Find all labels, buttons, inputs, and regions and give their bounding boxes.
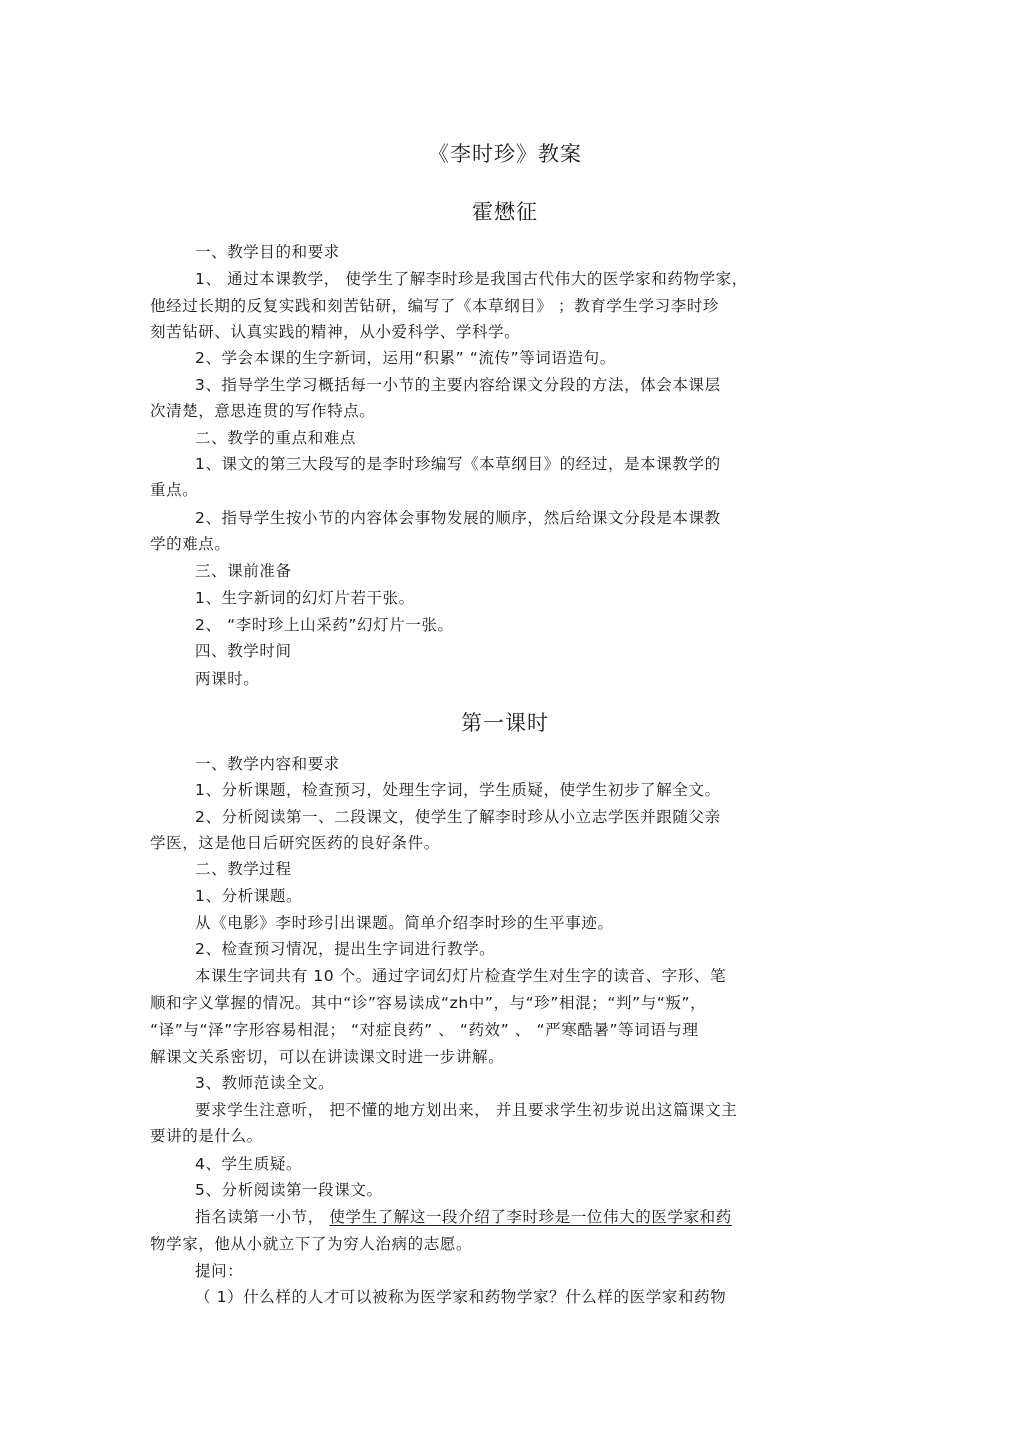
- paragraph-line: 2、 “李时珍上山采药”幻灯片一张。: [195, 616, 454, 634]
- paragraph-line: 学医，这是他日后研究医药的良好条件。: [150, 834, 440, 852]
- paragraph-line: 学的难点。: [150, 535, 231, 553]
- paragraph-line: 3、指导学生学习概括每一小节的主要内容给课文分段的方法，体会本课层: [195, 376, 721, 394]
- paragraph-line: 1、生字新词的幻灯片若干张。: [195, 589, 415, 607]
- paragraph-line: “译”与“泽”字形容易相混； “对症良药” 、 “药效” 、 “严寒酷暑”等词语与理: [150, 1021, 699, 1039]
- section-heading: 二、教学过程: [195, 860, 292, 878]
- paragraph-line: 2、指导学生按小节的内容体会事物发展的顺序，然后给课文分段是本课教: [195, 509, 721, 527]
- paragraph-line: 他经过长期的反复实践和刻苦钻研，编写了《本草纲目》 ；教育学生学习李时珍: [150, 297, 720, 315]
- section-heading: 三、课前准备: [195, 562, 292, 580]
- section-heading: 一、教学目的和要求: [195, 243, 340, 261]
- paragraph-line: 解课文关系密切，可以在讲读课文时进一步讲解。: [150, 1048, 505, 1066]
- paragraph-line: 4、学生质疑。: [195, 1155, 303, 1173]
- paragraph-line: 物学家，他从小就立下了为穷人治病的志愿。: [150, 1235, 473, 1253]
- paragraph-line: 2、分析阅读第一、二段课文，使学生了解李时珍从小立志学医并跟随父亲: [195, 808, 721, 826]
- paragraph-line: [195, 1205, 732, 1227]
- paragraph-line: 要求学生注意听， 把不懂的地方划出来， 并且要求学生初步说出这篇课文主: [195, 1101, 738, 1119]
- paragraph-line: 顺和字义掌握的情况。其中“诊”容易读成“zh中”，与“珍”相混；“判”与“叛”，: [150, 994, 707, 1012]
- paragraph-line: 刻苦钻研、认真实践的精神，从小爱科学、学科学。: [150, 323, 521, 341]
- paragraph-line: 要讲的是什么。: [150, 1127, 263, 1145]
- paragraph-line: 两课时。: [195, 670, 260, 688]
- underlined-text: 使学生了解这一段介绍了李时珍是一位伟大的医学家和药: [329, 1208, 732, 1226]
- paragraph-line: 本课生字词共有 10 个。通过字词幻灯片检查学生对生字的读音、字形、笔: [195, 967, 727, 985]
- section-heading: 一、教学内容和要求: [195, 755, 340, 773]
- paragraph-text: 指名读第一小节，: [195, 1208, 330, 1226]
- paragraph-line: 5、分析阅读第一段课文。: [195, 1181, 383, 1199]
- section-heading: 四、教学时间: [195, 642, 292, 660]
- paragraph-line: 提问：: [195, 1262, 244, 1280]
- paragraph-line: 1、分析课题。: [195, 887, 303, 905]
- paragraph-line: 重点。: [150, 481, 199, 499]
- paragraph-line: 3、教师范读全文。: [195, 1074, 335, 1092]
- paragraph-line: （ 1）什么样的人才可以被称为医学家和药物学家？什么样的医学家和药物: [195, 1288, 727, 1306]
- lesson-title: 第一课时: [461, 711, 549, 735]
- paragraph-line: 2、学会本课的生字新词，运用“积累” “流传”等词语造句。: [195, 349, 616, 367]
- paragraph-line: 1、课文的第三大段写的是李时珍编写《本草纲目》的经过，是本课教学的: [195, 455, 721, 473]
- document-title: 《李时珍》教案: [428, 142, 582, 166]
- paragraph-line: 1、 通过本课教学， 使学生了解李时珍是我国古代伟大的医学家和药物学家，: [195, 270, 748, 288]
- paragraph-line: 1、分析课题，检查预习，处理生字词，学生质疑，使学生初步了解全文。: [195, 781, 721, 799]
- paragraph-line: 从《电影》李时珍引出课题。简单介绍李时珍的生平事迹。: [195, 914, 614, 932]
- paragraph-line: 2、检查预习情况，提出生字词进行教学。: [195, 940, 496, 958]
- paragraph-line: 次清楚，意思连贯的写作特点。: [150, 402, 376, 420]
- document-author: 霍懋征: [472, 200, 538, 224]
- section-heading: 二、教学的重点和难点: [195, 429, 357, 447]
